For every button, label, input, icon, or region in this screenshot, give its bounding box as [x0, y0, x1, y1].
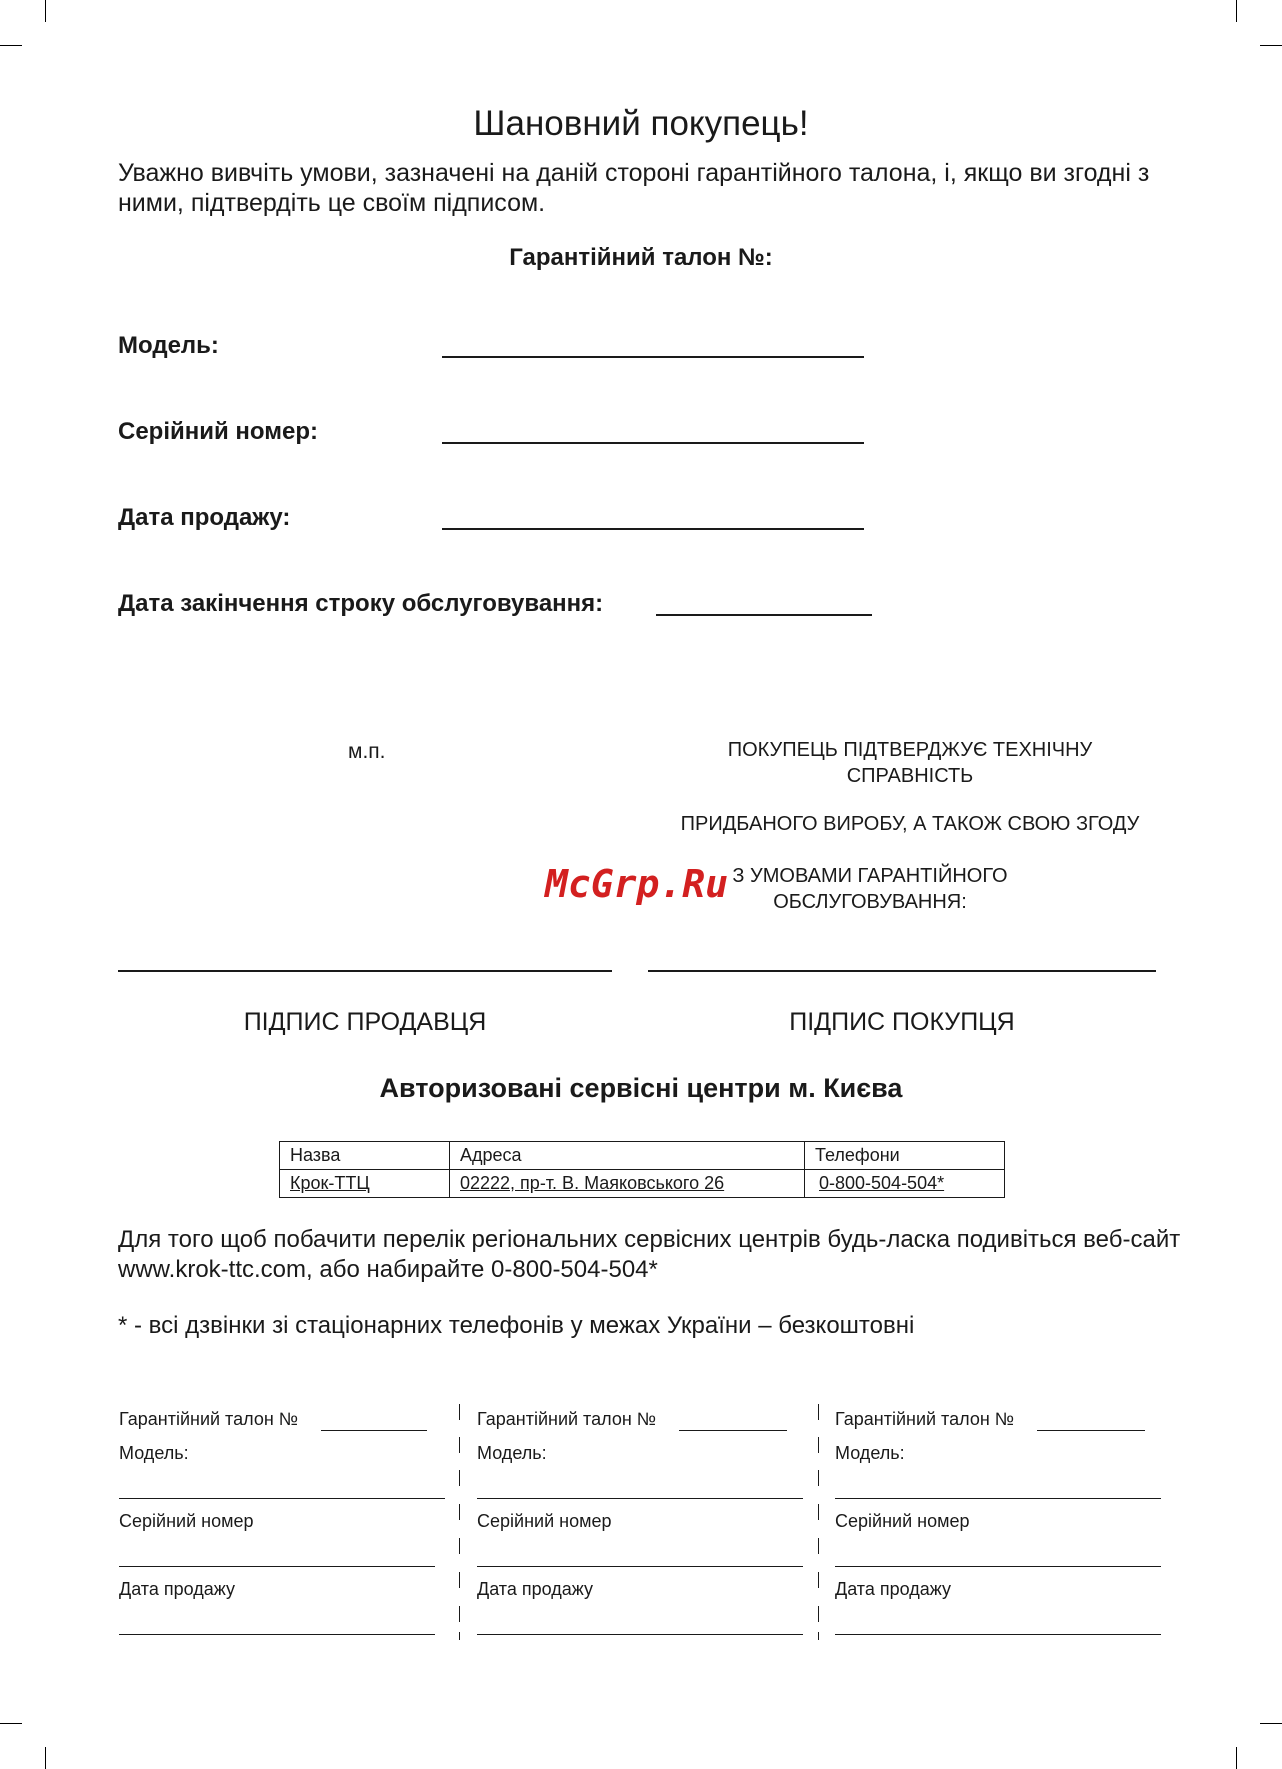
- table-header-cell: Телефони: [805, 1142, 1005, 1170]
- coupon-number-line[interactable]: [321, 1430, 427, 1431]
- coupon-serial-line[interactable]: [119, 1566, 435, 1567]
- service-centers-title: Авторизовані сервісні центри м. Києва: [379, 1073, 903, 1103]
- cut-line-segment: [818, 1404, 819, 1420]
- crop-mark: [0, 1723, 22, 1724]
- center-name-link[interactable]: Крок-ТТЦ: [290, 1173, 370, 1193]
- buyer-signature-label: ПІДПИС ПОКУПЦЯ: [789, 1008, 1015, 1036]
- watermark-logo: McGrp.Ru: [545, 862, 729, 906]
- table-header-row: [280, 1142, 1005, 1170]
- coupon-serial-label: Серійний номер: [477, 1511, 612, 1531]
- free-calls-footnote: * - всі дзвінки зі стаціонарних телефонів у межах України – безкоштовні: [118, 1312, 915, 1339]
- cut-line-segment: [818, 1470, 819, 1486]
- cut-line-segment: [459, 1538, 460, 1554]
- confirmation-line-5: ОБСЛУГОВУВАННЯ:: [773, 891, 967, 913]
- sale-date-field-line[interactable]: [442, 528, 864, 530]
- cut-line-segment: [459, 1470, 460, 1486]
- coupon-sale-date-line[interactable]: [477, 1634, 803, 1635]
- crop-mark: [1236, 1747, 1237, 1769]
- seller-signature-label: ПІДПИС ПРОДАВЦЯ: [243, 1008, 487, 1036]
- serial-field-line[interactable]: [442, 442, 864, 444]
- coupon-number-line[interactable]: [1037, 1430, 1145, 1431]
- coupon-sale-date-line[interactable]: [119, 1634, 435, 1635]
- warranty-card-title: Гарантійний талон №:: [509, 244, 773, 271]
- greeting-heading: Шановний покупець!: [473, 104, 809, 143]
- cut-line-segment: [818, 1538, 819, 1554]
- confirmation-line-3: ПРИДБАНОГО ВИРОБУ, А ТАКОЖ СВОЮ ЗГОДУ: [680, 813, 1140, 835]
- coupon-title: Гарантійний талон №: [835, 1409, 1015, 1429]
- stamp-mark: м.п.: [348, 740, 386, 763]
- coupon-serial-label: Серійний номер: [119, 1511, 254, 1531]
- coupon-sale-date-line[interactable]: [835, 1634, 1161, 1635]
- crop-mark: [1260, 1723, 1282, 1724]
- model-label: Модель:: [118, 332, 219, 359]
- crop-mark: [0, 45, 22, 46]
- cut-line-segment: [459, 1504, 460, 1520]
- cut-line-segment: [818, 1632, 819, 1640]
- table-row: [280, 1170, 1005, 1198]
- cut-line-segment: [459, 1606, 460, 1622]
- intro-paragraph: Уважно вивчіть умови, зазначені на даній стороні гарантійного талона, і, якщо ви згодні з ними, підтвердіть це своїм підписом.: [118, 159, 1150, 217]
- coupon-number-line[interactable]: [679, 1430, 787, 1431]
- expiry-label: Дата закінчення строку обслуговування:: [118, 590, 604, 617]
- crop-mark: [1260, 45, 1282, 46]
- sale-date-label: Дата продажу:: [118, 504, 291, 531]
- coupon-model-line[interactable]: [477, 1498, 803, 1499]
- crop-mark: [1236, 0, 1237, 22]
- coupon-title: Гарантійний талон №: [477, 1409, 657, 1429]
- seller-signature-line[interactable]: [118, 970, 612, 972]
- expiry-field-line[interactable]: [656, 614, 872, 616]
- cut-line-segment: [459, 1437, 460, 1453]
- service-centers-table: [279, 1141, 1005, 1198]
- coupon-model-line[interactable]: [119, 1498, 445, 1499]
- confirmation-line-2: СПРАВНІСТЬ: [846, 765, 974, 787]
- coupon-sale-date-label: Дата продажу: [477, 1579, 593, 1599]
- coupon-serial-line[interactable]: [835, 1566, 1161, 1567]
- cut-line-segment: [818, 1437, 819, 1453]
- cut-line-segment: [818, 1572, 819, 1588]
- model-field-line[interactable]: [442, 356, 864, 358]
- coupon-model-label: Модель:: [835, 1443, 905, 1463]
- coupon-title: Гарантійний талон №: [119, 1409, 299, 1429]
- center-address-link[interactable]: 02222, пр-т. В. Маяковського 26: [460, 1173, 725, 1193]
- coupon-model-label: Модель:: [119, 1443, 189, 1463]
- coupon-sale-date-label: Дата продажу: [119, 1579, 235, 1599]
- cut-line-segment: [818, 1504, 819, 1520]
- table-header-cell: Назва: [280, 1142, 450, 1170]
- crop-mark: [45, 1747, 46, 1769]
- coupon-model-label: Модель:: [477, 1443, 547, 1463]
- cut-line-segment: [818, 1606, 819, 1622]
- coupon-serial-line[interactable]: [477, 1566, 803, 1567]
- coupon-model-line[interactable]: [835, 1498, 1161, 1499]
- center-phone-link[interactable]: 0-800-504-504*: [819, 1173, 945, 1193]
- buyer-signature-line[interactable]: [648, 970, 1156, 972]
- table-header-cell: Адреса: [450, 1142, 805, 1170]
- cut-line-segment: [459, 1572, 460, 1588]
- confirmation-line-4: З УМОВАМИ ГАРАНТІЙНОГО: [732, 865, 1008, 887]
- coupon-sale-date-label: Дата продажу: [835, 1579, 951, 1599]
- cut-line-segment: [459, 1632, 460, 1640]
- cut-line-segment: [459, 1404, 460, 1420]
- coupon-serial-label: Серійний номер: [835, 1511, 970, 1531]
- crop-mark: [45, 0, 46, 22]
- serial-label: Серійний номер:: [118, 418, 319, 445]
- regional-centers-note: Для того щоб побачити перелік регіональних сервісних центрів будь-ласка подивіться веб-сайт www.krok-ttc.com, або набирайте 0-800-504-504*: [118, 1226, 1181, 1283]
- confirmation-line-1: ПОКУПЕЦЬ ПІДТВЕРДЖУЄ ТЕХНІЧНУ: [727, 739, 1093, 761]
